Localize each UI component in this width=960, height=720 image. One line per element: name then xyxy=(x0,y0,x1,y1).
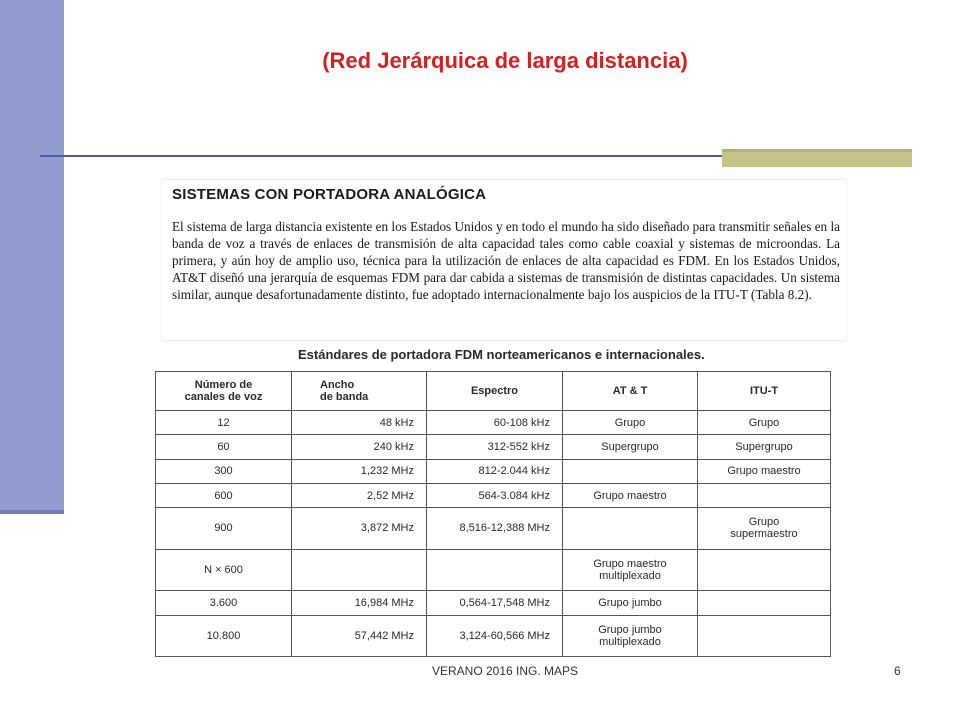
divider-accent-line xyxy=(722,149,912,152)
cell-spectrum: 312-552 kHz xyxy=(427,435,563,459)
cell-voice-channels: 300 xyxy=(156,459,292,483)
cell-bandwidth: 48 kHz xyxy=(292,411,427,435)
header-voice-channels: Número de canales de voz xyxy=(156,372,292,411)
cell-bandwidth: 57,442 MHz xyxy=(292,615,427,657)
table-row xyxy=(156,591,831,615)
cell-itu-t xyxy=(698,483,831,507)
table-row xyxy=(156,483,831,507)
cell-itu-t: Grupo maestro xyxy=(698,459,831,483)
scanned-text-excerpt xyxy=(162,180,846,340)
table-row xyxy=(156,615,831,657)
header-bandwidth: Ancho de banda xyxy=(292,372,427,411)
cell-att: Grupo jumbo multiplexado xyxy=(563,615,698,657)
fdm-standards-table xyxy=(155,371,831,657)
cell-att: Grupo xyxy=(563,411,698,435)
header-itu-t: ITU-T xyxy=(698,372,831,411)
section-heading: SISTEMAS CON PORTADORA ANALÓGICA xyxy=(172,186,487,203)
cell-itu-t xyxy=(698,549,831,590)
cell-voice-channels: 3.600 xyxy=(156,591,292,615)
header-spectrum: Espectro xyxy=(427,372,563,411)
cell-bandwidth: 3,872 MHz xyxy=(292,508,427,549)
cell-bandwidth: 2,52 MHz xyxy=(292,483,427,507)
cell-voice-channels: 900 xyxy=(156,508,292,549)
table-row xyxy=(156,549,831,590)
cell-spectrum: 8,516-12,388 MHz xyxy=(427,508,563,549)
cell-bandwidth: 1,232 MHz xyxy=(292,459,427,483)
cell-att: Grupo jumbo xyxy=(563,591,698,615)
cell-itu-t: Supergrupo xyxy=(698,435,831,459)
cell-spectrum: 3,124-60,566 MHz xyxy=(427,615,563,657)
cell-itu-t xyxy=(698,591,831,615)
cell-spectrum: 812-2.044 kHz xyxy=(427,459,563,483)
header-att: AT & T xyxy=(563,372,698,411)
table-row xyxy=(156,435,831,459)
cell-spectrum: 60-108 kHz xyxy=(427,411,563,435)
cell-bandwidth: 16,984 MHz xyxy=(292,591,427,615)
cell-spectrum xyxy=(427,549,563,590)
left-accent-bar xyxy=(0,0,64,512)
cell-voice-channels: 60 xyxy=(156,435,292,459)
cell-bandwidth: 240 kHz xyxy=(292,435,427,459)
table-row xyxy=(156,411,831,435)
cell-voice-channels: 600 xyxy=(156,483,292,507)
cell-spectrum: 564-3.084 kHz xyxy=(427,483,563,507)
cell-voice-channels: 10.800 xyxy=(156,615,292,657)
table-row xyxy=(156,508,831,549)
cell-att xyxy=(563,508,698,549)
cell-itu-t: Grupo xyxy=(698,411,831,435)
cell-att: Grupo maestro xyxy=(563,483,698,507)
page-number: 6 xyxy=(894,664,901,678)
cell-voice-channels: 12 xyxy=(156,411,292,435)
cell-voice-channels: N × 600 xyxy=(156,549,292,590)
cell-itu-t: Grupo supermaestro xyxy=(698,508,831,549)
slide-title: (Red Jerárquica de larga distancia) xyxy=(322,48,688,73)
table-caption: Estándares de portadora FDM norteamericanos e internacionales. xyxy=(298,347,705,362)
section-paragraph: El sistema de larga distancia existente en los Estados Unidos y en todo el mundo ha sido diseñado para transmitir señales en la banda de voz a través de enlaces de transmisión de alta capacidad tales como cable coaxial y sistemas de microondas. La primera, y aún hoy de amplio uso, técnica para la utilización de enlaces de alta capacidad es FDM. En los Estados Unidos, AT&T diseñó una jerarquía de esquemas FDM para dar cabida a sistemas de transmisión de distintas capacidades. Un sistema similar, aunque desafortunadamente distinto, fue adoptado internacionalmente bajo los auspicios de la ITU-T (Tabla 8.2). xyxy=(172,219,840,302)
table-row xyxy=(156,459,831,483)
cell-att xyxy=(563,459,698,483)
left-accent-bar-shadow xyxy=(0,510,64,514)
cell-att: Grupo maestro multiplexado xyxy=(563,549,698,590)
cell-itu-t xyxy=(698,615,831,657)
slide-footer: VERANO 2016 ING. MAPS xyxy=(431,664,579,678)
cell-att: Supergrupo xyxy=(563,435,698,459)
cell-bandwidth xyxy=(292,549,427,590)
table-header-row xyxy=(156,372,831,411)
cell-spectrum: 0,564-17,548 MHz xyxy=(427,591,563,615)
